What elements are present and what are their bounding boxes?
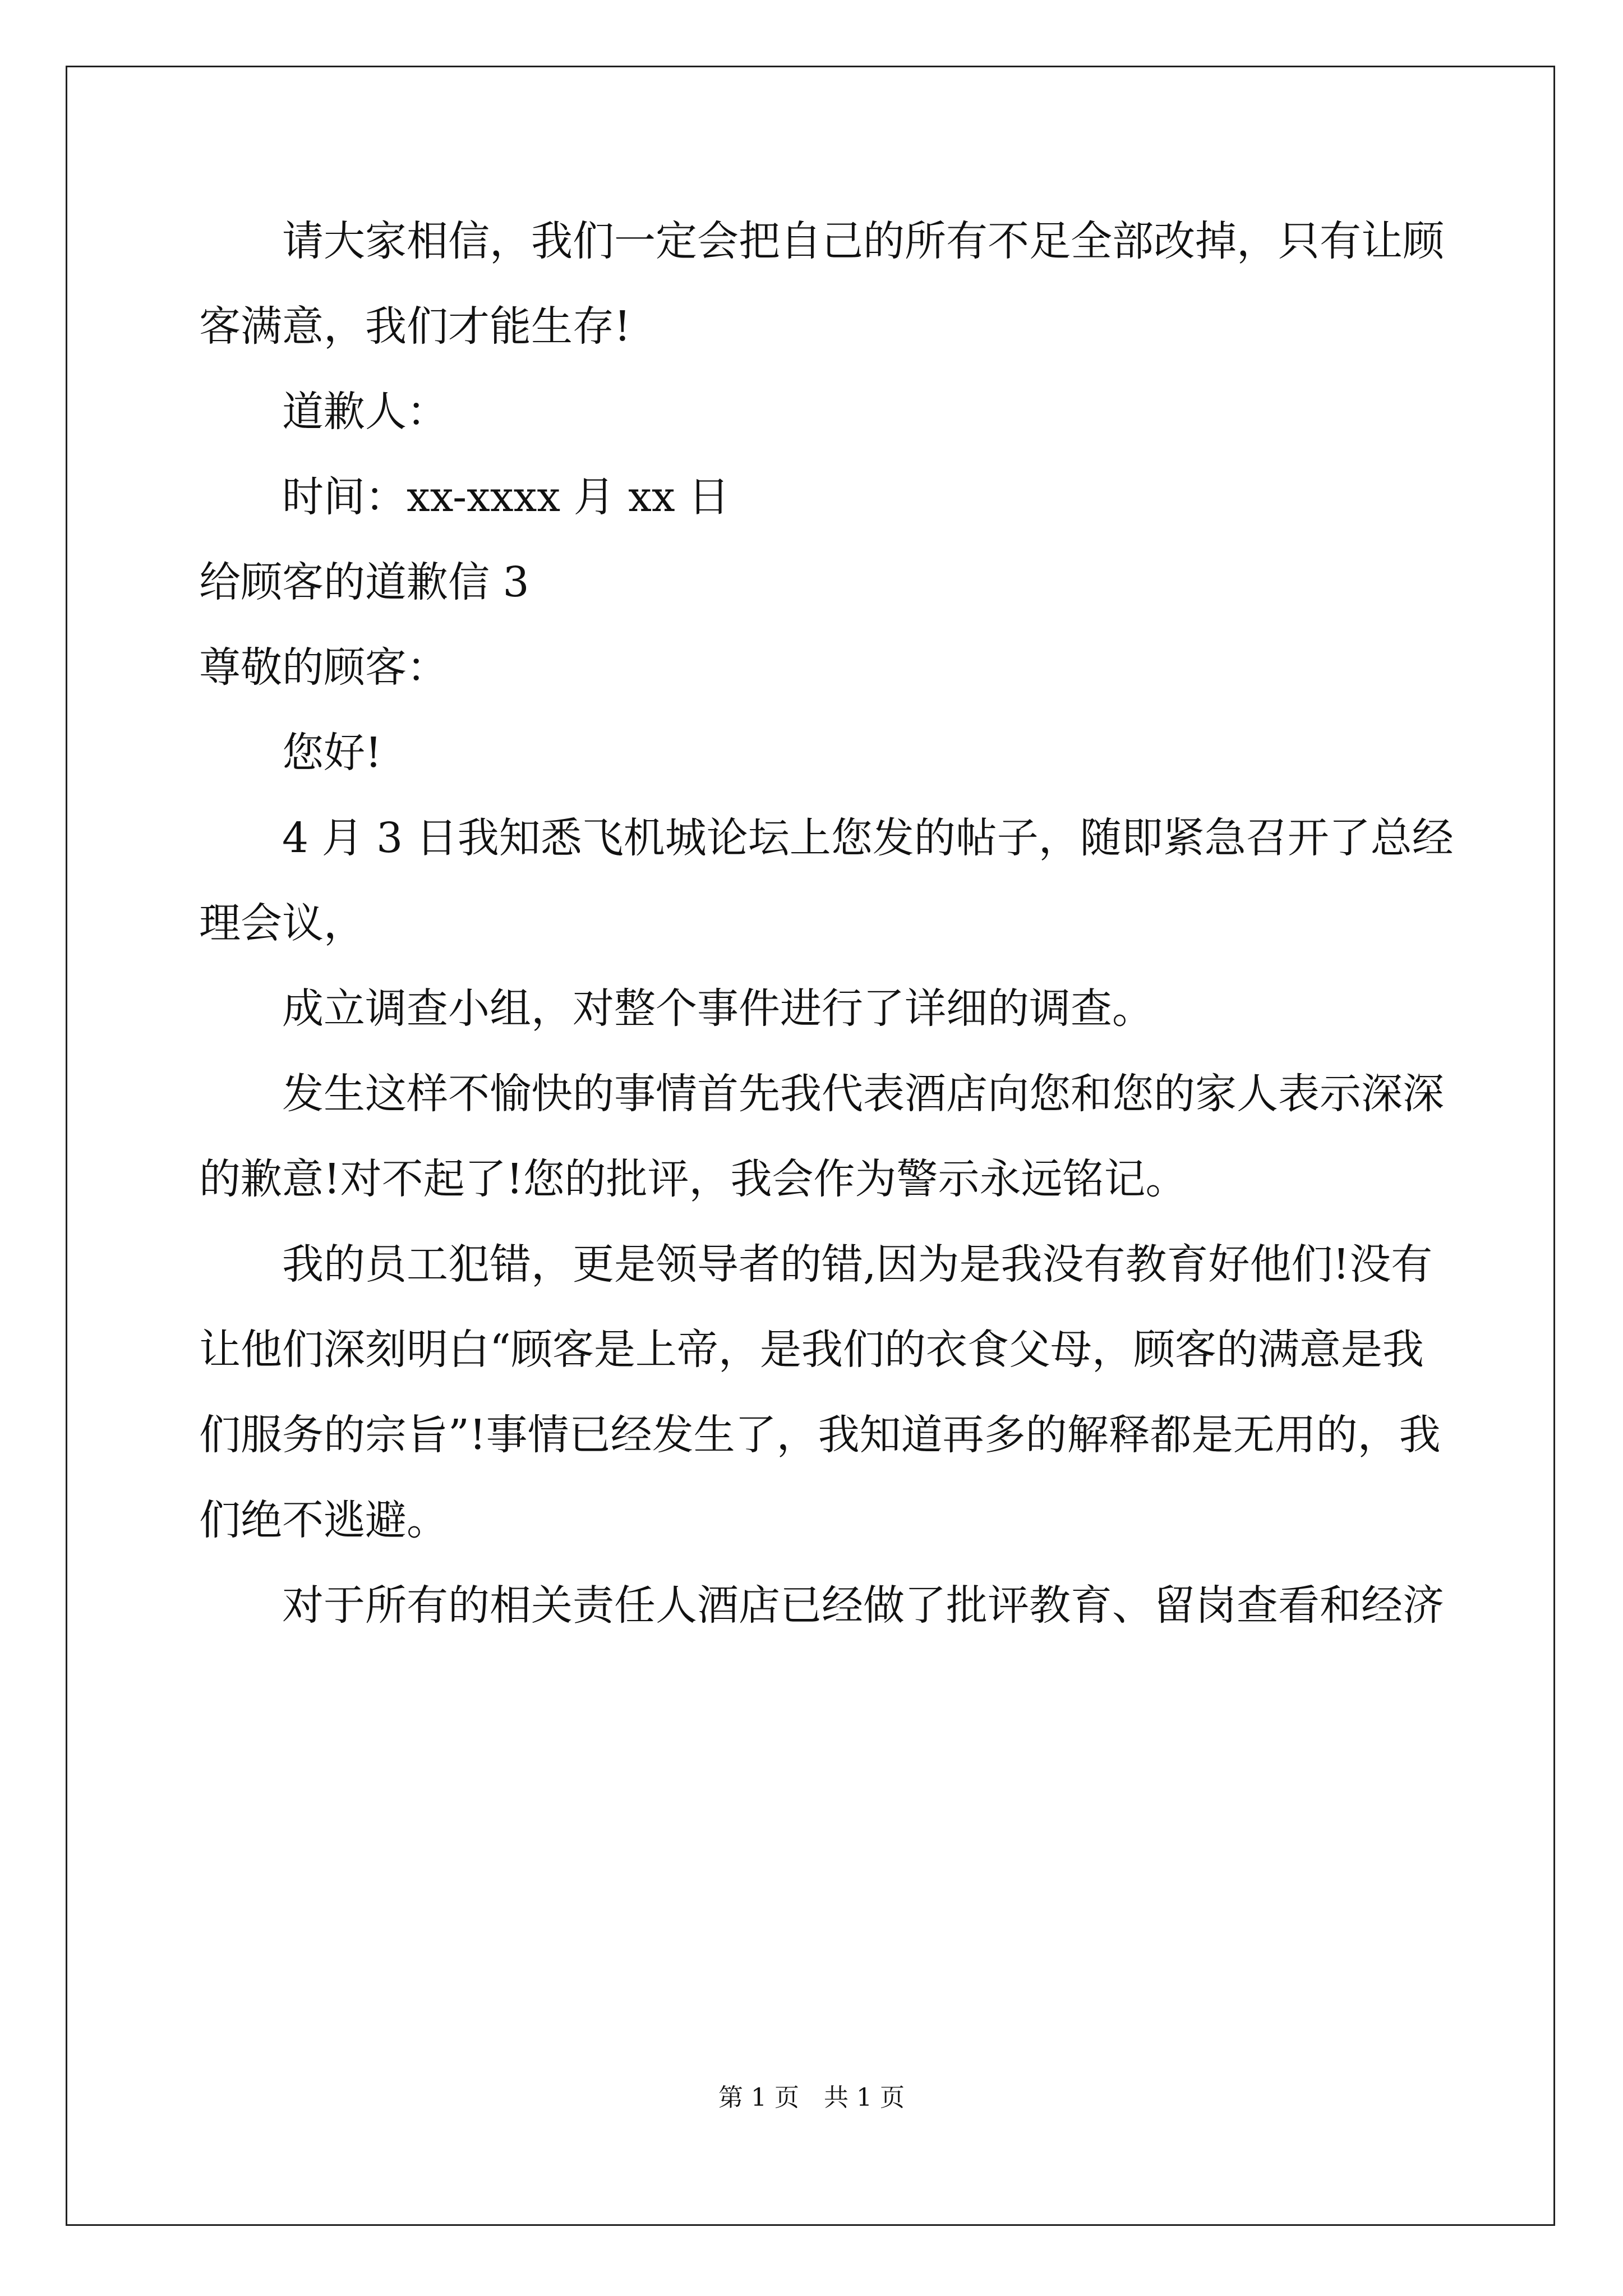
paragraph-line: 客满意，我们才能生存!	[199, 302, 631, 351]
paragraph-line: 发生这样不愉快的事情首先我代表酒店向您和您的家人表示深深	[282, 1070, 1444, 1118]
paragraph-line: 对于所有的相关责任人酒店已经做了批评教育、留岗查看和经济	[282, 1581, 1444, 1630]
signature-label: 道歉人：	[282, 388, 448, 436]
section-title: 给顾客的道歉信 3	[199, 558, 529, 606]
greeting: 您好!	[282, 729, 382, 777]
paragraph-line: 们服务的宗旨”!事情已经发生了，我知道再多的解释都是无用的，我	[199, 1411, 1441, 1459]
paragraph-line: 我的员工犯错，更是领导者的错,因为是我没有教育好他们!没有	[282, 1240, 1433, 1289]
paragraph-line: 请大家相信，我们一定会把自己的所有不足全部改掉，只有让顾	[282, 217, 1444, 265]
paragraph-line: 们绝不逃避。	[199, 1496, 448, 1544]
salutation: 尊敬的顾客：	[199, 643, 448, 692]
paragraph-line: 成立调查小组，对整个事件进行了详细的调查。	[282, 984, 1154, 1033]
paragraph-line: 4 月 3 日我知悉飞机城论坛上您发的帖子，随即紧急召开了总经	[282, 814, 1454, 862]
paragraph-line: 的歉意!对不起了!您的批评，我会作为警示永远铭记。	[199, 1155, 1187, 1203]
page-footer: 第 1 页 共 1 页	[718, 2083, 905, 2112]
date-line: 时间：xx-xxxx 月 xx 日	[282, 473, 730, 521]
paragraph-line: 让他们深刻明白“顾客是上帝，是我们的衣食父母，顾客的满意是我	[199, 1326, 1424, 1374]
paragraph-line: 理会议，	[199, 899, 365, 947]
